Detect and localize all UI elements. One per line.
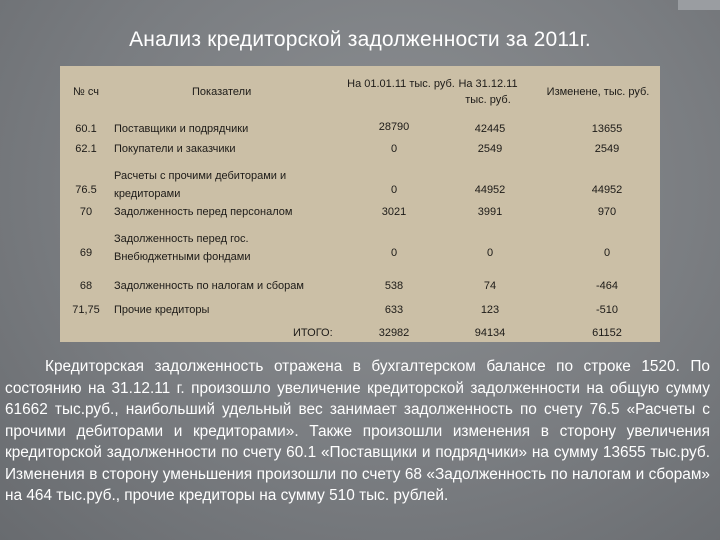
row-account: 60.1 bbox=[75, 123, 97, 135]
header-account: № сч bbox=[73, 86, 99, 98]
row-account: 70 bbox=[79, 206, 93, 218]
corner-decoration bbox=[678, 0, 720, 10]
row-indicator: Расчеты с прочими дебиторами и кредиторами bbox=[114, 170, 287, 200]
row-start: 0 bbox=[390, 184, 398, 196]
total-label: ИТОГО: bbox=[293, 327, 333, 339]
row-end: 0 bbox=[486, 247, 494, 259]
row-indicator: Задолженность по налогам и сборам bbox=[114, 280, 304, 292]
slide-title: Анализ кредиторской задолженности за 2011г. bbox=[129, 28, 591, 51]
row-indicator: Задолженность перед персоналом bbox=[114, 206, 293, 218]
row-account: 76.5 bbox=[75, 184, 97, 196]
row-end: 2549 bbox=[477, 143, 503, 155]
row-change: 2549 bbox=[594, 143, 620, 155]
row-account: 71,75 bbox=[72, 304, 100, 316]
header-change: Изменене, тыс. руб. bbox=[546, 86, 650, 98]
row-start: 3021 bbox=[381, 206, 407, 218]
total-change: 61152 bbox=[592, 327, 622, 339]
header-start: На 01.01.11 тыс. руб. bbox=[347, 78, 455, 90]
row-account: 62.1 bbox=[75, 143, 97, 155]
row-indicator: Прочие кредиторы bbox=[114, 304, 210, 316]
header-indicator: Показатели bbox=[192, 86, 252, 98]
header-end: На 31.12.11 тыс. руб. bbox=[458, 78, 518, 106]
row-indicator: Покупатели и заказчики bbox=[114, 143, 236, 155]
row-indicator: Поставщики и подрядчики bbox=[114, 123, 249, 135]
row-change: 970 bbox=[597, 206, 617, 218]
row-start: 0 bbox=[390, 247, 398, 259]
row-start: 0 bbox=[390, 143, 398, 155]
row-end: 74 bbox=[483, 280, 497, 292]
row-change: 13655 bbox=[591, 123, 623, 135]
row-end: 123 bbox=[480, 304, 500, 316]
row-start: 633 bbox=[384, 304, 404, 316]
payables-table bbox=[60, 66, 660, 342]
row-start: 538 bbox=[384, 280, 404, 292]
row-account: 69 bbox=[79, 247, 93, 259]
row-change: 0 bbox=[603, 247, 611, 259]
row-end: 3991 bbox=[477, 206, 503, 218]
row-change: 44952 bbox=[591, 184, 623, 196]
row-change: -510 bbox=[595, 304, 619, 316]
row-end: 42445 bbox=[474, 123, 506, 135]
row-change: -464 bbox=[595, 280, 619, 292]
total-end: 94134 bbox=[474, 327, 506, 339]
row-end: 44952 bbox=[474, 184, 506, 196]
total-start: 32982 bbox=[378, 327, 410, 339]
analysis-paragraph: Кредиторская задолженность отражена в бухгалтерском балансе по строке 1520. По состоянию на 31.12.11 г. произошло увеличение кредиторской задолженности на общую сумму 61662 тыс.руб., наибольший удельный вес занимает задолженность по счету 76.5 «Расчеты с прочими дебиторами и кредиторами». Также произошли изменения в сторону увеличения кредиторской задолженности по счету 60.1 «Поставщики и подрядчики» на сумму 13655 тыс.руб. Изменения в сторону уменьшения произошли по счету 68 «Задолженность по налогам и сборам» на 464 тыс.руб., прочие кредиторы на сумму 510 тыс. рублей. bbox=[5, 358, 710, 504]
row-indicator: Задолженность перед гос. Внебюджетными фондами bbox=[114, 233, 251, 263]
row-start: 28790 bbox=[378, 121, 410, 133]
row-account: 68 bbox=[79, 280, 93, 292]
